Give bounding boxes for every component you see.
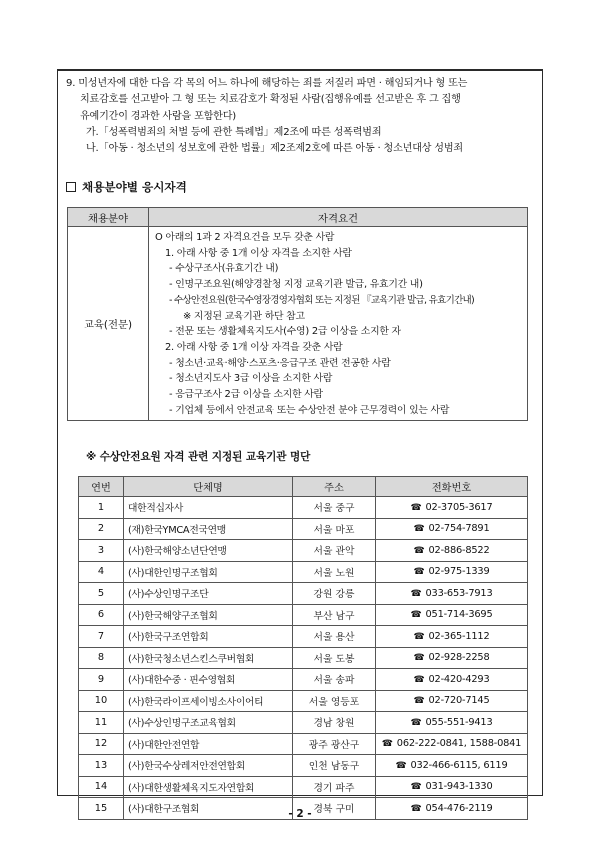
row-number: 13 [79, 755, 124, 777]
phone-number: 02-754-7891 [428, 523, 490, 535]
org-phone [376, 690, 528, 712]
org-name: (사)한국해양구조협회 [124, 604, 293, 626]
table-row [79, 647, 528, 669]
phone-number: 054-476-2119 [425, 802, 493, 814]
table-row [79, 690, 528, 712]
row-number: 11 [79, 712, 124, 734]
section-title: 채용분야별 응시자격 [82, 180, 187, 194]
row-number: 8 [79, 647, 124, 669]
org-phone [376, 626, 528, 648]
org-phone [376, 733, 528, 755]
table-row [79, 626, 528, 648]
header-requirements: 자격요건 [149, 208, 528, 227]
disqualification-item-9 [66, 76, 538, 157]
phone-number: 055-551-9413 [425, 716, 493, 728]
intro-subitem-na: 나.「아동 · 청소년의 성보호에 관한 법률」제2조제2호에 따른 아동 · 청소년대상 성범죄 [86, 143, 463, 155]
org-address: 부산 남구 [293, 604, 376, 626]
intro-line: 치료감호를 선고받아 그 형 또는 치료감호가 확정된 사람(집행유예를 선고받은 후 그 집행 [80, 94, 461, 106]
org-address: 서울 송파 [293, 669, 376, 691]
org-address: 강원 강릉 [293, 583, 376, 605]
org-phone [376, 712, 528, 734]
org-address: 서울 마포 [293, 518, 376, 540]
row-number: 15 [79, 798, 124, 820]
page-number: - 2 - [288, 808, 312, 820]
row-number: 3 [79, 540, 124, 562]
requirement-line: - 수상구조사(유효기간 내) [169, 263, 279, 275]
org-phone [376, 561, 528, 583]
table-row [79, 518, 528, 540]
org-phone [376, 583, 528, 605]
row-number: 6 [79, 604, 124, 626]
qualification-table [67, 207, 528, 421]
table-row [79, 712, 528, 734]
org-name: (사)대한생활체육지도자연합회 [124, 776, 293, 798]
row-number: 10 [79, 690, 124, 712]
org-name: (사)한국구조연합회 [124, 626, 293, 648]
org-name: (사)한국수상레저안전연합회 [124, 755, 293, 777]
requirement-line: - 전문 또는 생활체육지도사(수영) 2급 이상을 소지한 자 [169, 326, 401, 338]
phone-icon: ☎ [381, 739, 393, 750]
header-phone: 전화번호 [376, 477, 528, 497]
org-address: 서울 용산 [293, 626, 376, 648]
phone-number: 02-928-2258 [428, 652, 490, 664]
qualification-row [68, 227, 528, 421]
phone-icon: ☎ [413, 524, 425, 535]
org-phone [376, 518, 528, 540]
requirement-line: - 인명구조요원(해양경찰청 지정 교육기관 발급, 유효기간 내) [169, 279, 423, 291]
intro-line: 유예기간이 경과한 사람을 포함한다) [80, 110, 237, 122]
phone-number: 02-886-8522 [428, 544, 490, 556]
square-bullet-icon [66, 182, 76, 192]
phone-icon: ☎ [410, 803, 422, 814]
org-address: 서울 영등포 [293, 690, 376, 712]
phone-icon: ☎ [413, 567, 425, 578]
org-name: (사)한국해양소년단연맹 [124, 540, 293, 562]
phone-icon: ☎ [413, 631, 425, 642]
table-row [79, 540, 528, 562]
org-phone [376, 540, 528, 562]
org-phone [376, 755, 528, 777]
org-name: (사)대한구조협회 [124, 798, 293, 820]
phone-icon: ☎ [413, 653, 425, 664]
org-name: (사)한국라이프세이빙소사이어티 [124, 690, 293, 712]
phone-number: 051-714-3695 [425, 609, 493, 621]
table-row [79, 776, 528, 798]
requirement-note: ※ 지정된 교육기관 하단 참고 [183, 310, 305, 322]
requirement-line: - 수상안전요원(한국수영장경영자협회 또는 지정된 『교육기관 발급, 유효기간내) [169, 294, 475, 306]
requirement-line: - 응급구조사 2급 이상을 소지한 사람 [169, 389, 323, 401]
row-number: 5 [79, 583, 124, 605]
institution-table-body [79, 497, 528, 820]
row-number: 12 [79, 733, 124, 755]
phone-number: 031-943-1330 [425, 781, 493, 793]
header-address: 주소 [293, 477, 376, 497]
org-phone [376, 669, 528, 691]
org-name: (사)대한안전연합 [124, 733, 293, 755]
institution-header-row [79, 477, 528, 497]
org-address: 서울 노원 [293, 561, 376, 583]
top-rule [57, 69, 543, 71]
org-name: (사)수상인명구조단 [124, 583, 293, 605]
row-number: 9 [79, 669, 124, 691]
row-number: 1 [79, 497, 124, 519]
requirement-line: - 기업체 등에서 안전교육 또는 수상안전 분야 근무경력이 있는 사람 [169, 404, 450, 416]
requirement-line: - 청소년·교육·해양·스포츠·응급구조 관련 전공한 사람 [169, 357, 391, 369]
org-name: (재)한국YMCA전국연맹 [124, 518, 293, 540]
org-address: 인천 남동구 [293, 755, 376, 777]
table-row [79, 669, 528, 691]
phone-number: 062-222-0841, 1588-0841 [396, 738, 522, 750]
org-address: 서울 관악 [293, 540, 376, 562]
phone-icon: ☎ [395, 760, 407, 771]
intro-subitem-ga: 가.「성폭력범죄의 처벌 등에 관한 특례법」제2조에 따른 성폭력범죄 [86, 126, 382, 138]
org-phone [376, 776, 528, 798]
phone-number: 02-3705-3617 [425, 501, 493, 513]
org-name: (사)수상인명구조교육협회 [124, 712, 293, 734]
phone-number: 02-420-4293 [428, 673, 490, 685]
table-row [79, 561, 528, 583]
org-address: 경북 구미 [293, 798, 376, 820]
phone-icon: ☎ [413, 545, 425, 556]
requirements-cell [149, 227, 528, 421]
header-no: 연번 [79, 477, 124, 497]
field-name: 교육(전문) [68, 227, 149, 421]
org-address: 광주 광산구 [293, 733, 376, 755]
org-name: (사)한국청소년스킨스쿠버협회 [124, 647, 293, 669]
org-address: 서울 도봉 [293, 647, 376, 669]
table-row [79, 583, 528, 605]
phone-icon: ☎ [413, 696, 425, 707]
row-number: 4 [79, 561, 124, 583]
row-number: 7 [79, 626, 124, 648]
intro-line: 9. 미성년자에 대한 다음 각 목의 어느 하나에 해당하는 죄를 저질러 파면 · 해임되거나 형 또는 [66, 78, 468, 89]
phone-number: 033-653-7913 [425, 587, 493, 599]
requirement-line: 2. 아래 사항 중 1개 이상 자격을 갖춘 사람 [165, 341, 343, 353]
phone-number: 032-466-6115, 6119 [410, 759, 508, 771]
org-phone [376, 497, 528, 519]
phone-number: 02-720-7145 [428, 695, 490, 707]
requirement-line: 1. 아래 사항 중 1개 이상 자격을 소지한 사람 [165, 247, 352, 259]
requirement-line: - 청소년지도사 3급 이상을 소지한 사람 [169, 373, 333, 385]
org-address: 경남 창원 [293, 712, 376, 734]
section-heading [66, 179, 187, 195]
table-row [79, 755, 528, 777]
header-field: 채용분야 [68, 208, 149, 227]
org-name: 대한적십자사 [124, 497, 293, 519]
table-row [79, 733, 528, 755]
phone-icon: ☎ [410, 782, 422, 793]
org-name: (사)대한수중 · 핀수영협회 [124, 669, 293, 691]
org-phone [376, 647, 528, 669]
phone-icon: ☎ [410, 588, 422, 599]
header-org-name: 단체명 [124, 477, 293, 497]
requirement-line: O 아래의 1과 2 자격요건을 모두 갖춘 사람 [155, 232, 335, 243]
row-number: 2 [79, 518, 124, 540]
phone-icon: ☎ [410, 610, 422, 621]
table-row [79, 497, 528, 519]
org-phone [376, 604, 528, 626]
org-name: (사)대한인명구조협회 [124, 561, 293, 583]
phone-number: 02-365-1112 [428, 630, 490, 642]
row-number: 14 [79, 776, 124, 798]
phone-icon: ☎ [413, 674, 425, 685]
phone-icon: ☎ [410, 502, 422, 513]
org-address: 경기 파주 [293, 776, 376, 798]
qualification-header-row [68, 208, 528, 227]
institution-table [78, 476, 528, 820]
phone-icon: ☎ [410, 717, 422, 728]
table-row [79, 604, 528, 626]
org-address: 서울 중구 [293, 497, 376, 519]
phone-number: 02-975-1339 [428, 566, 490, 578]
institution-list-title: ※ 수상안전요원 자격 관련 지정된 교육기관 명단 [86, 451, 311, 463]
